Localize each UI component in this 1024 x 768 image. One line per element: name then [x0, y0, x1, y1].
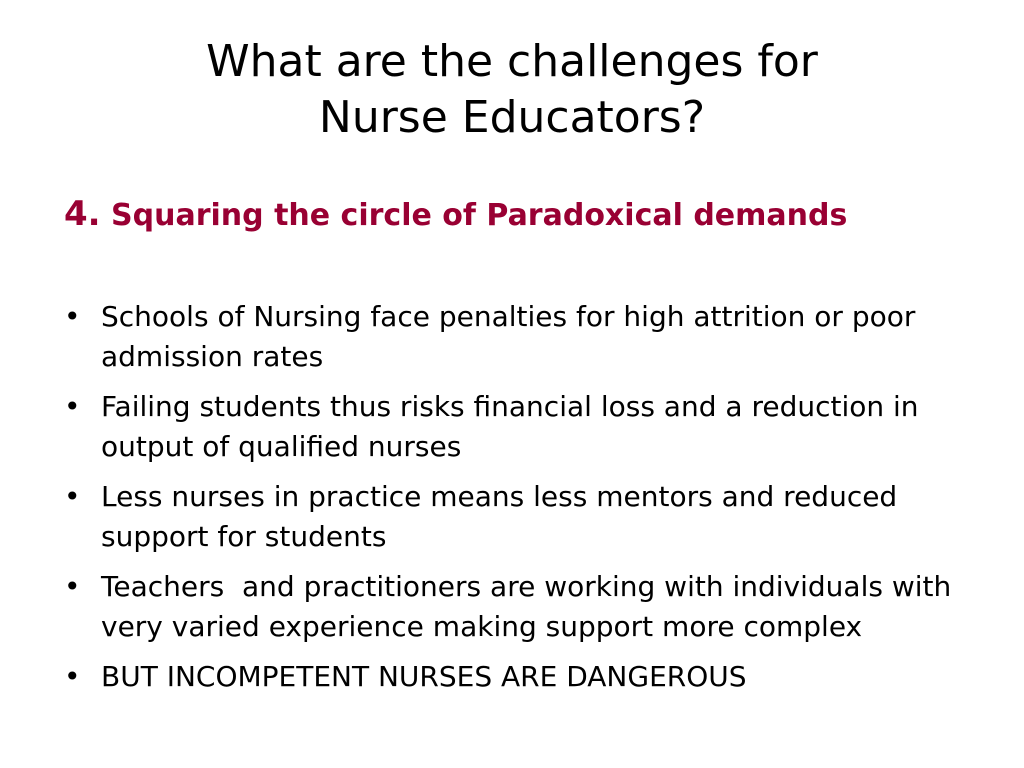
bullet-dot-icon: •	[64, 390, 81, 423]
bullet-item	[64, 657, 964, 697]
bullet-text: BUT INCOMPETENT NURSES ARE DANGEROUS	[101, 660, 747, 693]
bullet-dot-icon: •	[64, 570, 81, 603]
slide-title-line-2: Nurse Educators?	[318, 92, 706, 143]
bullet-item	[64, 567, 964, 647]
slide-title	[62, 34, 962, 146]
bullet-text: Schools of Nursing face penalties for high attrition or poor admission rates	[101, 300, 916, 373]
slide-title-line-1: What are the challenges for	[206, 36, 818, 87]
bullet-text: Teachers and practitioners are working with individuals with very varied experience making support more complex	[101, 570, 961, 643]
section-subheading	[64, 190, 971, 240]
bullet-text: Failing students thus risks financial loss and a reduction in output of qualified nurses	[101, 390, 919, 463]
bullet-text: Less nurses in practice means less mentors and reduced support for students	[101, 480, 898, 553]
bullet-dot-icon: •	[64, 480, 81, 513]
bullet-dot-icon: •	[64, 300, 81, 333]
bullet-item	[64, 297, 964, 377]
bullet-dot-icon: •	[64, 660, 81, 693]
bullet-item	[64, 387, 964, 467]
subheading-number: 4.	[64, 194, 101, 234]
bullet-item	[64, 477, 964, 557]
bullet-list	[64, 297, 964, 707]
subheading-text: Squaring the circle of Paradoxical demands	[111, 198, 848, 233]
